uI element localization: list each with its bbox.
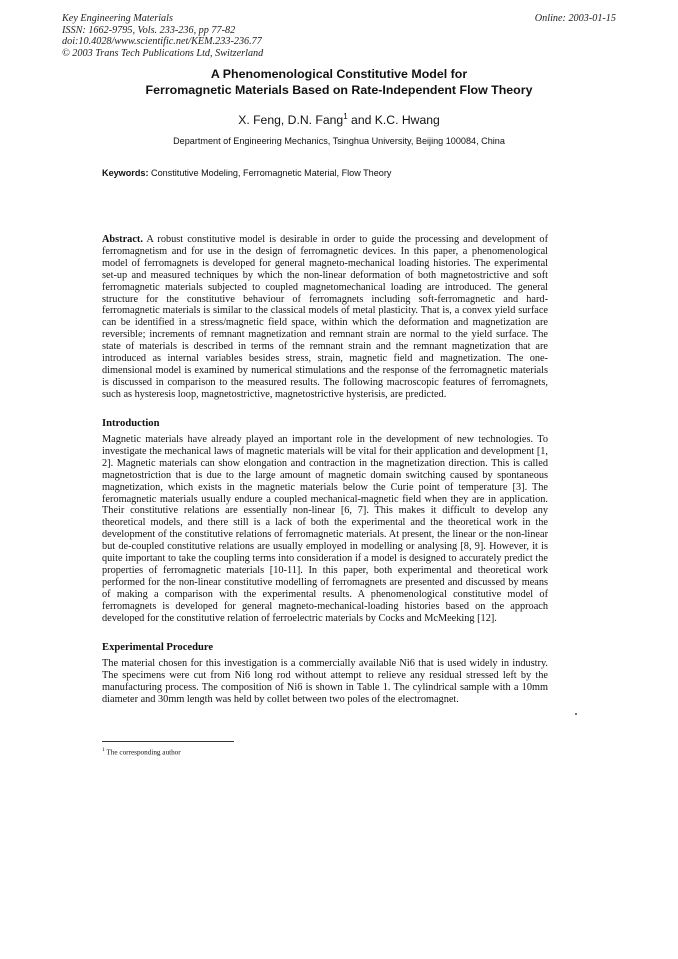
keywords-text: Constitutive Modeling, Ferromagnetic Material, Flow Theory	[148, 168, 392, 178]
introduction-heading: Introduction	[102, 418, 160, 429]
introduction-paragraph: Magnetic materials have already played an important role in the development of new technologies. To investigate the mechanical laws of magnetic materials will be vital for their application and development [1, 2]. Magnetic materials can show elongation and contraction in the magnetization direction. This is called magnetostriction that is due to the large amount of magnetic domain switching caused by spontaneous magnetization, which exists in the magnetic materials below the Curie point of temperature [3]. The feromagnetic materials usually endure a coupled mechanical-magnetic field when they are in application. Their constitutive relations are essentially non-linear [6, 7]. This makes it difficult to develop any theoretical models, and there still is a lack of both the experimental and the theoretical work in the development of the constitutive relations of ferromagnetic materials. At present, the linear or the non-linear but de-coupled constitutive relations are usually employed in modelling or analysing [8, 9]. However, it is quite important to take the coupling terms into consideration if a model is designed to accurately predict the properties of ferromagnetic materials [10-11]. In this paper, both experimental and theoretical work performed for the non-linear constitutive modelling of ferromagnets are presented and discussed by means of making a comparison with the experimental results. A phenomenological constitutive model of ferromagnets is developed for general magneto-mechanical-loading histories based on the approach developed for the constitutive relation of ferroelectric materials by Cocks and McMeeking [12].	[102, 434, 548, 624]
title-line-2: Ferromagnetic Materials Based on Rate-Independent Flow Theory	[145, 82, 533, 97]
issn-line: ISSN: 1662-9795, Vols. 233-236, pp 77-82	[62, 24, 236, 36]
authors-first: X. Feng, D.N. Fang	[238, 113, 344, 128]
experimental-paragraph: The material chosen for this investigation is a commercially available Ni6 that is used widely in industry. The specimens were cut from Ni6 long rod without attempt to relieve any residual stressed left by the manufacturing process. The composition of Ni6 is shown in Table 1. The cylindrical sample with a 10mm diameter and 30mm length was held by collet between two poles of the electromagnet.	[102, 658, 548, 705]
journal-header	[62, 13, 263, 59]
abstract-paragraph	[102, 234, 548, 401]
footnote-divider	[102, 741, 234, 742]
affiliation: Department of Engineering Mechanics, Tsinghua University, Beijing 100084, China	[173, 136, 505, 146]
keywords	[102, 168, 391, 178]
authors-rest: and K.C. Hwang	[347, 113, 440, 128]
author-list	[0, 112, 678, 127]
title-line-1: A Phenomenological Constitutive Model for	[210, 67, 468, 81]
footnote-marker: 1	[343, 112, 348, 121]
stray-dot	[575, 713, 577, 715]
doi-link[interactable]: doi:10.4028/www.scientific.net/KEM.233-236.77	[62, 36, 262, 47]
online-date: Online: 2003-01-15	[534, 13, 616, 24]
footnote	[102, 747, 181, 756]
footnote-mark: 1	[102, 747, 105, 753]
keywords-label: Keywords:	[102, 168, 149, 178]
abstract-text: A robust constitutive model is desirable in order to guide the processing and development of ferromagnetism and for use in the design of ferromagnetic devices. In this paper, a phenomenological model of ferromagnets is developed for general magneto-mechanical loading histories. The experimental set-up and measured techniques by which the non-linear deformation of both magnetostrictive and soft ferromagnetic materials subjected to coupled magnetomechanical loading are introduced. The general structure for the constitutive behaviour of ferromagnets including soft-ferromagnetic and hard-ferromagnetic materials is similar to the classical models of metal plasticity. That is, a convex yield surface can be identified in a stress/magnetic field space, within which the deformation and magnetization are reversible; increments of remnant magnetization and remnant strain are normal to the yield surface. The state of materials is described in terms of the remnant strain and the remnant magnetization that are introduced as internal variables besides stress, strain, magnetic field and magnetization. The one-dimensional model is examined by numerical stimulations and the response of the ferromagnetic materials is discussed in comparison to the measured results. The following macroscopic features of ferromagnets, such as hysteresis loop, magnetostrictive, magnetostrictive hysterisis, are predicted.	[102, 234, 548, 400]
copyright-line: © 2003 Trans Tech Publications Ltd, Switzerland	[62, 47, 264, 59]
paper-title	[0, 67, 678, 98]
footnote-text: The corresponding author	[104, 748, 181, 757]
journal-name: Key Engineering Materials	[62, 13, 173, 24]
experimental-heading: Experimental Procedure	[102, 642, 214, 653]
abstract-label: Abstract.	[102, 234, 143, 245]
